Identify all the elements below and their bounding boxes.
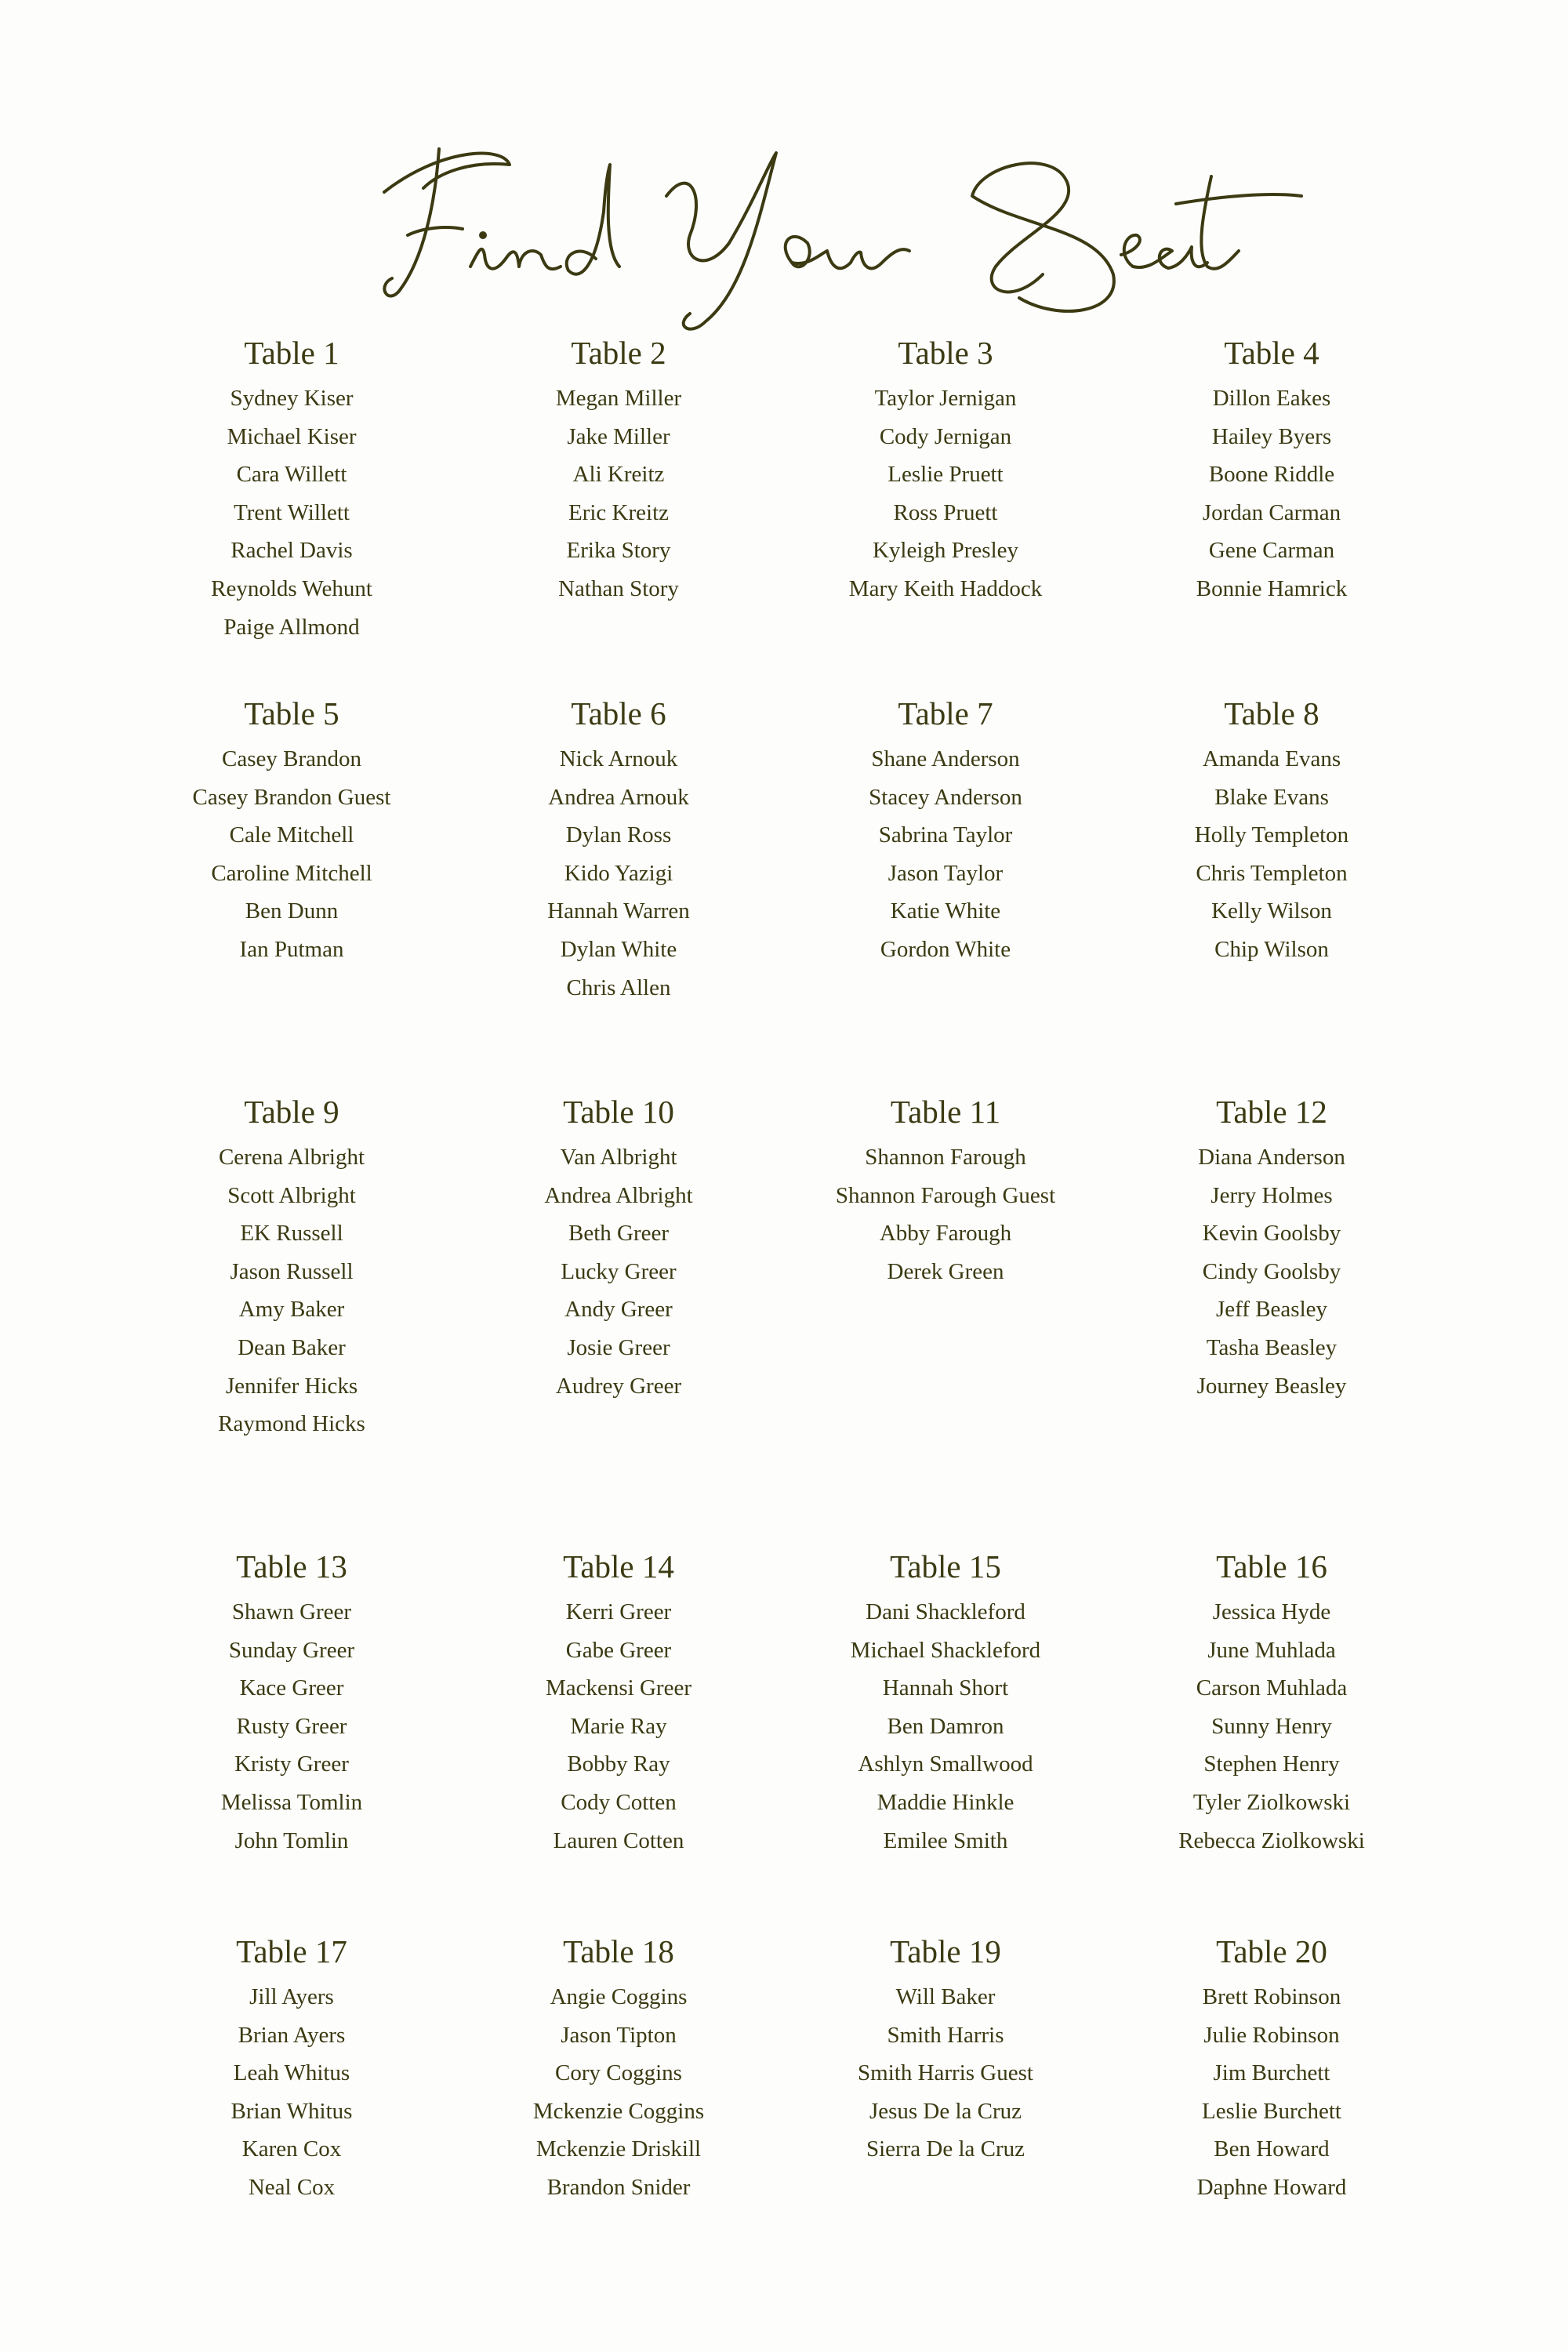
table-3 bbox=[781, 333, 1110, 608]
guest-name: Sunday Greer bbox=[228, 1637, 355, 1663]
guest-name: Marie Ray bbox=[570, 1713, 667, 1739]
guest-name: Julie Robinson bbox=[1203, 2022, 1340, 2048]
guest-name: Amy Baker bbox=[238, 1297, 345, 1323]
guest-name: Derek Green bbox=[887, 1258, 1004, 1284]
guest-name: Ben Dunn bbox=[245, 898, 339, 924]
guest-name: EK Russell bbox=[240, 1221, 343, 1247]
guest-name: Jason Taylor bbox=[887, 860, 1004, 886]
table-name: Table 13 bbox=[236, 1548, 347, 1584]
guest-name: Andrea Arnouk bbox=[548, 784, 689, 810]
guest-name: Brett Robinson bbox=[1202, 1984, 1341, 2009]
guest-name: Sabrina Taylor bbox=[878, 822, 1013, 848]
guest-name: Van Albright bbox=[560, 1145, 677, 1170]
guest-name: Daphne Howard bbox=[1196, 2174, 1347, 2200]
table-name: Table 2 bbox=[571, 335, 666, 371]
table-name: Table 9 bbox=[244, 1094, 339, 1130]
guest-name: Mary Keith Haddock bbox=[848, 575, 1043, 601]
guest-name: Blake Evans bbox=[1214, 784, 1329, 810]
guest-name: Shannon Farough Guest bbox=[835, 1182, 1056, 1208]
guest-name: Mackensi Greer bbox=[546, 1675, 691, 1701]
guest-name: Cara Willett bbox=[236, 462, 347, 488]
guest-name: Audrey Greer bbox=[555, 1373, 682, 1399]
guest-name: Hannah Short bbox=[882, 1675, 1009, 1701]
table-name: Table 4 bbox=[1224, 335, 1319, 371]
table-5 bbox=[127, 694, 456, 969]
guest-name: Holly Templeton bbox=[1194, 822, 1349, 848]
table-name: Table 20 bbox=[1216, 1933, 1327, 1969]
guest-name: Sydney Kiser bbox=[230, 386, 354, 411]
guest-name: Neal Cox bbox=[248, 2174, 336, 2200]
table-name: Table 7 bbox=[898, 695, 993, 731]
guest-name: Rusty Greer bbox=[236, 1713, 347, 1739]
guest-name: Bobby Ray bbox=[567, 1751, 670, 1777]
guest-name: Kristy Greer bbox=[234, 1751, 349, 1777]
guest-name: Chip Wilson bbox=[1214, 936, 1329, 962]
guest-name: Gene Carman bbox=[1208, 538, 1335, 564]
table-20 bbox=[1107, 1932, 1436, 2207]
guest-name: Leslie Pruett bbox=[887, 462, 1004, 488]
guest-name: Ashlyn Smallwood bbox=[858, 1751, 1033, 1777]
guest-name: Caroline Mitchell bbox=[211, 860, 372, 886]
guest-name: Jason Russell bbox=[230, 1258, 354, 1284]
guest-name: June Muhlada bbox=[1207, 1637, 1336, 1663]
table-16 bbox=[1107, 1547, 1436, 1860]
guest-name: Trent Willett bbox=[234, 499, 350, 525]
guest-name: Jim Burchett bbox=[1213, 2060, 1330, 2086]
guest-name: Gordon White bbox=[880, 936, 1011, 962]
guest-name: Ben Damron bbox=[887, 1713, 1004, 1739]
guest-name: Karen Cox bbox=[241, 2136, 342, 2162]
table-name: Table 5 bbox=[244, 695, 339, 731]
guest-name: Sierra De la Cruz bbox=[866, 2136, 1025, 2162]
table-name: Table 15 bbox=[890, 1548, 1001, 1584]
guest-name: Diana Anderson bbox=[1198, 1145, 1345, 1170]
guest-name: Boone Riddle bbox=[1208, 462, 1335, 488]
guest-name: Kyleigh Presley bbox=[872, 538, 1019, 564]
guest-name: Hannah Warren bbox=[547, 898, 690, 924]
guest-name: Michael Shackleford bbox=[850, 1637, 1041, 1663]
guest-name: Casey Brandon bbox=[222, 746, 361, 771]
guest-name: Erika Story bbox=[566, 538, 671, 564]
table-4 bbox=[1107, 333, 1436, 608]
guest-name: Cody Jernigan bbox=[879, 423, 1012, 449]
guest-name: Leslie Burchett bbox=[1202, 2098, 1341, 2124]
guest-name: Ross Pruett bbox=[893, 499, 998, 525]
guest-name: Cory Coggins bbox=[555, 2060, 682, 2086]
guest-name: Carson Muhlada bbox=[1196, 1675, 1348, 1701]
table-18 bbox=[454, 1932, 783, 2207]
table-name: Table 17 bbox=[236, 1933, 347, 1969]
guest-name: Katie White bbox=[890, 898, 1001, 924]
table-9 bbox=[127, 1092, 456, 1443]
guest-name: Mckenzie Driskill bbox=[535, 2136, 702, 2162]
guest-name: Melissa Tomlin bbox=[220, 1789, 363, 1815]
guest-name: Jennifer Hicks bbox=[225, 1373, 358, 1399]
guest-name: John Tomlin bbox=[234, 1828, 349, 1853]
guest-name: Kelly Wilson bbox=[1211, 898, 1332, 924]
guest-name: Amanda Evans bbox=[1202, 746, 1341, 771]
guest-name: Chris Templeton bbox=[1196, 860, 1348, 886]
table-name: Table 10 bbox=[563, 1094, 674, 1130]
guest-name: Tasha Beasley bbox=[1206, 1334, 1338, 1360]
guest-name: Reynolds Wehunt bbox=[211, 575, 372, 601]
guest-name: Shannon Farough bbox=[865, 1145, 1026, 1170]
guest-name: Jill Ayers bbox=[249, 1984, 334, 2009]
guest-name: Beth Greer bbox=[568, 1221, 670, 1247]
guest-name: Sunny Henry bbox=[1211, 1713, 1332, 1739]
guest-name: Eric Kreitz bbox=[568, 499, 669, 525]
guest-name: Bonnie Hamrick bbox=[1196, 575, 1348, 601]
guest-name: Rebecca Ziolkowski bbox=[1178, 1828, 1365, 1853]
guest-name: Dylan Ross bbox=[565, 822, 672, 848]
guest-name: Josie Greer bbox=[567, 1334, 670, 1360]
guest-name: Scott Albright bbox=[227, 1182, 356, 1208]
table-6 bbox=[454, 694, 783, 1007]
table-2 bbox=[454, 333, 783, 608]
guest-name: Raymond Hicks bbox=[218, 1411, 365, 1437]
guest-name: Jeff Beasley bbox=[1216, 1297, 1327, 1323]
guest-name: Michael Kiser bbox=[227, 423, 357, 449]
guest-name: Will Baker bbox=[895, 1984, 996, 2009]
guest-name: Abby Farough bbox=[879, 1221, 1012, 1247]
guest-name: Casey Brandon Guest bbox=[192, 784, 391, 810]
guest-name: Angie Coggins bbox=[550, 1984, 688, 2009]
guest-name: Maddie Hinkle bbox=[877, 1789, 1014, 1815]
guest-name: Kevin Goolsby bbox=[1202, 1221, 1341, 1247]
guest-name: Kido Yazigi bbox=[564, 860, 673, 886]
guest-name: Jessica Hyde bbox=[1212, 1599, 1331, 1624]
guest-name: Smith Harris Guest bbox=[858, 2060, 1033, 2086]
guest-name: Kerri Greer bbox=[565, 1599, 672, 1624]
guest-name: Lauren Cotten bbox=[553, 1828, 684, 1853]
guest-name: Ian Putman bbox=[239, 936, 344, 962]
table-10 bbox=[454, 1092, 783, 1405]
guest-name: Jason Tipton bbox=[561, 2022, 677, 2048]
table-name: Table 14 bbox=[563, 1548, 674, 1584]
guest-name: Emilee Smith bbox=[883, 1828, 1008, 1853]
table-name: Table 18 bbox=[563, 1933, 674, 1969]
guest-name: Shawn Greer bbox=[231, 1599, 352, 1624]
guest-name: Jerry Holmes bbox=[1210, 1182, 1333, 1208]
guest-name: Ali Kreitz bbox=[572, 462, 665, 488]
guest-name: Brandon Snider bbox=[546, 2174, 691, 2200]
table-name: Table 11 bbox=[890, 1094, 1001, 1130]
guest-name: Shane Anderson bbox=[871, 746, 1020, 771]
guest-name: Journey Beasley bbox=[1196, 1373, 1347, 1399]
guest-name: Brian Ayers bbox=[238, 2022, 346, 2048]
guest-name: Dani Shackleford bbox=[866, 1599, 1025, 1624]
guest-name: Brian Whitus bbox=[230, 2098, 353, 2124]
guest-name: Stacey Anderson bbox=[869, 784, 1022, 810]
guest-name: Andy Greer bbox=[564, 1297, 673, 1323]
page-title bbox=[0, 118, 1568, 345]
table-7 bbox=[781, 694, 1110, 969]
guest-name: Stephen Henry bbox=[1203, 1751, 1340, 1777]
guest-name: Dillon Eakes bbox=[1212, 386, 1331, 411]
guest-name: Gabe Greer bbox=[565, 1637, 672, 1663]
guest-name: Lucky Greer bbox=[561, 1258, 677, 1284]
guest-name: Cody Cotten bbox=[561, 1789, 677, 1815]
table-19 bbox=[781, 1932, 1110, 2169]
guest-name: Tyler Ziolkowski bbox=[1192, 1789, 1351, 1815]
table-11 bbox=[781, 1092, 1110, 1290]
table-name: Table 3 bbox=[898, 335, 993, 371]
guest-name: Smith Harris bbox=[887, 2022, 1004, 2048]
guest-name: Jordan Carman bbox=[1202, 499, 1341, 525]
table-8 bbox=[1107, 694, 1436, 969]
guest-name: Cindy Goolsby bbox=[1202, 1258, 1341, 1284]
guest-name: Andrea Albright bbox=[544, 1182, 693, 1208]
guest-name: Dylan White bbox=[560, 936, 677, 962]
guest-name: Nick Arnouk bbox=[559, 746, 678, 771]
table-name: Table 6 bbox=[571, 695, 666, 731]
guest-name: Paige Allmond bbox=[223, 614, 360, 640]
guest-name: Kace Greer bbox=[239, 1675, 344, 1701]
guest-name: Cale Mitchell bbox=[229, 822, 354, 848]
guest-name: Nathan Story bbox=[558, 575, 679, 601]
guest-name: Cerena Albright bbox=[218, 1145, 365, 1170]
table-1 bbox=[127, 333, 456, 646]
guest-name: Jake Miller bbox=[567, 423, 670, 449]
guest-name: Leah Whitus bbox=[233, 2060, 350, 2086]
table-14 bbox=[454, 1547, 783, 1860]
guest-name: Dean Baker bbox=[238, 1334, 346, 1360]
table-17 bbox=[127, 1932, 456, 2207]
table-13 bbox=[127, 1547, 456, 1860]
table-name: Table 19 bbox=[890, 1933, 1001, 1969]
guest-name: Megan Miller bbox=[555, 386, 682, 411]
table-15 bbox=[781, 1547, 1110, 1860]
table-name: Table 8 bbox=[1224, 695, 1319, 731]
guest-name: Chris Allen bbox=[566, 975, 671, 1000]
guest-name: Rachel Davis bbox=[230, 538, 353, 564]
guest-name: Mckenzie Coggins bbox=[532, 2098, 705, 2124]
table-12 bbox=[1107, 1092, 1436, 1405]
table-name: Table 1 bbox=[244, 335, 339, 371]
guest-name: Ben Howard bbox=[1214, 2136, 1330, 2162]
table-name: Table 12 bbox=[1216, 1094, 1327, 1130]
table-name: Table 16 bbox=[1216, 1548, 1327, 1584]
guest-name: Jesus De la Cruz bbox=[869, 2098, 1022, 2124]
guest-name: Taylor Jernigan bbox=[874, 386, 1017, 411]
guest-name: Hailey Byers bbox=[1211, 423, 1332, 449]
